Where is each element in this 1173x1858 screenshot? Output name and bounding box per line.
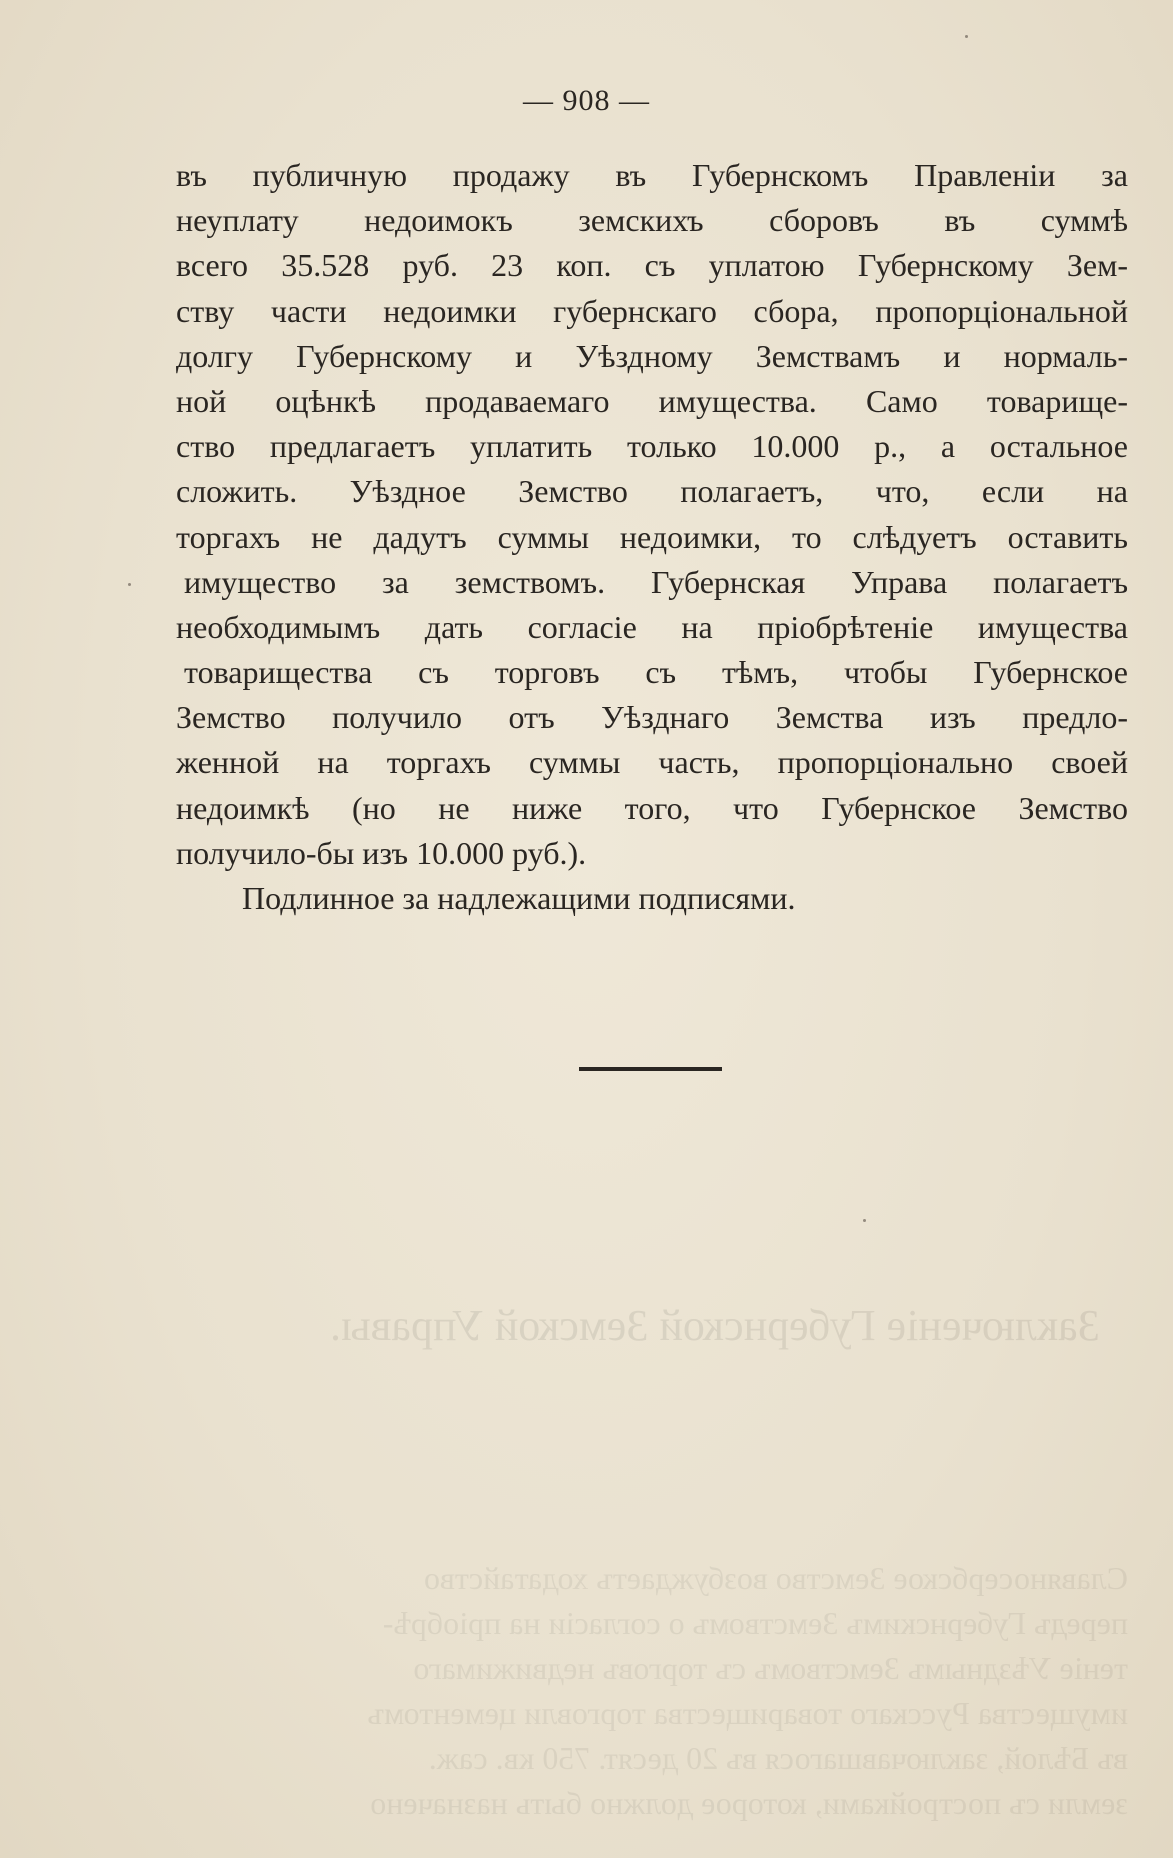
bleed-through-heading: Заключеніе Губернской Земской Управы. <box>330 1301 1100 1350</box>
paper-speck <box>863 1219 866 1222</box>
bleed-through-line: земли съ постройками, которое должно быть назначено <box>370 1785 1128 1821</box>
paper-speck <box>965 35 968 38</box>
text-line: ство предлагаетъ уплатить только 10.000 р., а остальное <box>176 428 1128 465</box>
text-line: долгу Губернскому и Уѣздному Земствамъ и нормаль- <box>176 337 1128 374</box>
text-line: ной оцѣнкѣ продаваемаго имущества. Само товарище- <box>176 382 1128 419</box>
bleed-through-line: имущества Русскаго товарищества торговли цементомъ <box>367 1695 1128 1731</box>
signature-note: Подлинное за надлежащими подписями. <box>242 880 796 916</box>
bleed-through-line: передъ Губернскимъ Земствомъ о согласіи на пріобрѣ- <box>382 1605 1128 1641</box>
text-line: всего 35.528 руб. 23 коп. съ уплатою Губернскому Зем- <box>176 247 1128 284</box>
bleed-through-line: теніе Уѣзднымъ Земствомъ съ торговъ недвижимаго <box>413 1650 1128 1686</box>
text-line: необходимымъ дать согласіе на пріобрѣтеніе имущества <box>176 608 1128 645</box>
section-divider <box>579 1067 722 1071</box>
text-line: имущество за земствомъ. Губернская Управа полагаетъ <box>184 563 1128 600</box>
text-line: сложить. Уѣздное Земство полагаетъ, что, если на <box>176 473 1128 510</box>
bleed-through-line: Славяносербское Земство возбуждаетъ ходатайство <box>424 1560 1128 1596</box>
text-line: ству части недоимки губернскаго сбора, пропорціональной <box>176 292 1128 329</box>
body-text <box>176 153 1128 921</box>
text-line: въ публичную продажу въ Губернскомъ Правленіи за <box>176 157 1128 193</box>
text-line: товарищества съ торговъ съ тѣмъ, чтобы Губернское <box>184 654 1128 691</box>
page-number: — 908 — <box>523 84 650 117</box>
text-line: торгахъ не дадутъ суммы недоимки, то слѣдуетъ оставить <box>176 518 1128 555</box>
text-line: недоимкѣ (но не ниже того, что Губернское Земство <box>176 789 1128 826</box>
text-line: Земство получило отъ Уѣзднаго Земства изъ предло- <box>176 699 1128 736</box>
text-line: неуплату недоимокъ земскихъ сборовъ въ суммѣ <box>176 202 1128 239</box>
text-line: получило-бы изъ 10.000 руб.). <box>176 834 587 871</box>
text-line: женной на торгахъ суммы часть, пропорціонально своей <box>176 744 1128 781</box>
paper-speck <box>128 583 131 586</box>
bleed-through-line: въ Бѣлой, заключавшагося въ 20 десят. 750 кв. саж. <box>428 1740 1128 1776</box>
